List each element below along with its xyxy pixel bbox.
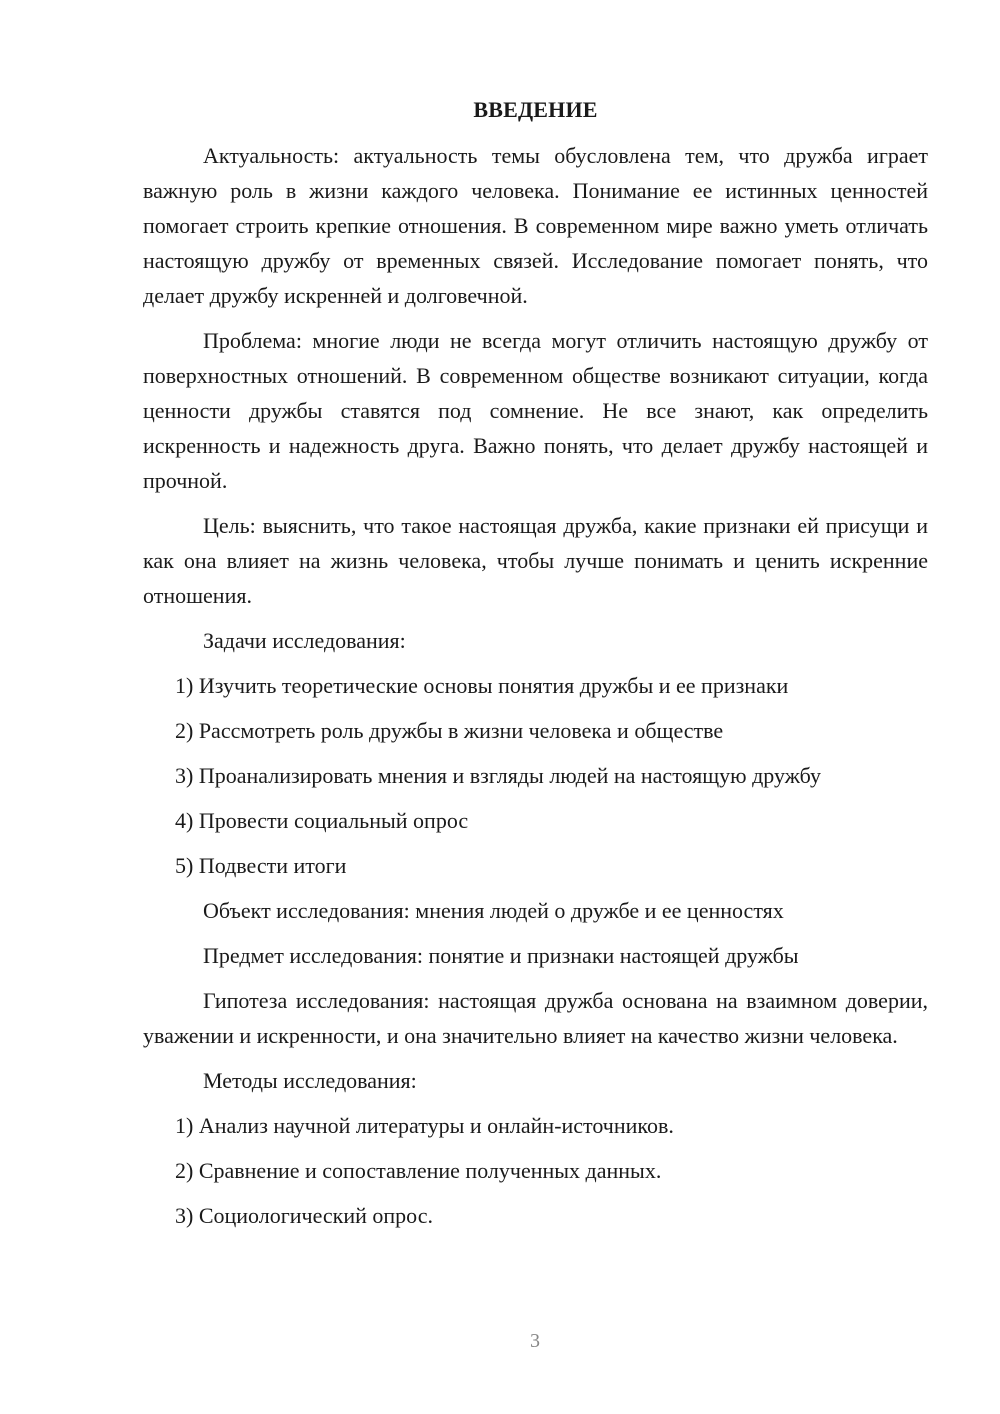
methods-list [143,1108,928,1233]
page-number: 3 [530,1330,540,1352]
paragraph-problem: Проблема: многие люди не всегда могут отличить настоящую дружбу от поверхностных отношений. В современном обществе возникают ситуации, когда ценности дружбы ставятся под сомнение. Не все знают, как определить искренность и надежность друга. Важно понять, что делает дружбу настоящей и прочной. [143,328,928,493]
tasks-list [143,668,928,883]
paragraph-subject: Предмет исследования: понятие и признаки настоящей дружбы [203,943,799,968]
list-item: 4) Провести социальный опрос [175,808,469,833]
list-item: 3) Проанализировать мнения и взгляды людей на настоящую дружбу [175,763,821,788]
methods-heading: Методы исследования: [203,1068,417,1093]
tasks-heading: Задачи исследования: [203,628,406,653]
paragraph-goal: Цель: выяснить, что такое настоящая дружба, какие признаки ей присущи и как она влияет на жизнь человека, чтобы лучше понимать и ценить искренние отношения. [143,513,928,608]
document-page [143,96,928,1243]
list-item: 1) Анализ научной литературы и онлайн-источников. [175,1113,674,1138]
list-item: 2) Рассмотреть роль дружбы в жизни человека и обществе [175,718,724,743]
paragraph-hypothesis: Гипотеза исследования: настоящая дружба основана на взаимном доверии, уважении и искренности, и она значительно влияет на качество жизни человека. [143,988,928,1048]
list-item: 3) Социологический опрос. [175,1203,433,1228]
list-item: 2) Сравнение и сопоставление полученных данных. [175,1158,662,1183]
list-item: 5) Подвести итоги [175,853,347,878]
paragraph-object: Объект исследования: мнения людей о дружбе и ее ценностях [203,898,784,923]
list-item: 1) Изучить теоретические основы понятия дружбы и ее признаки [175,673,789,698]
paragraph-relevance: Актуальность: актуальность темы обусловлена тем, что дружба играет важную роль в жизни каждого человека. Понимание ее истинных ценностей помогает строить крепкие отношения. В современном мире важно уметь отличать настоящую дружбу от временных связей. Исследование помогает понять, что делает дружбу искренней и долговечной. [143,143,928,308]
page-title: ВВЕДЕНИЕ [473,97,598,122]
